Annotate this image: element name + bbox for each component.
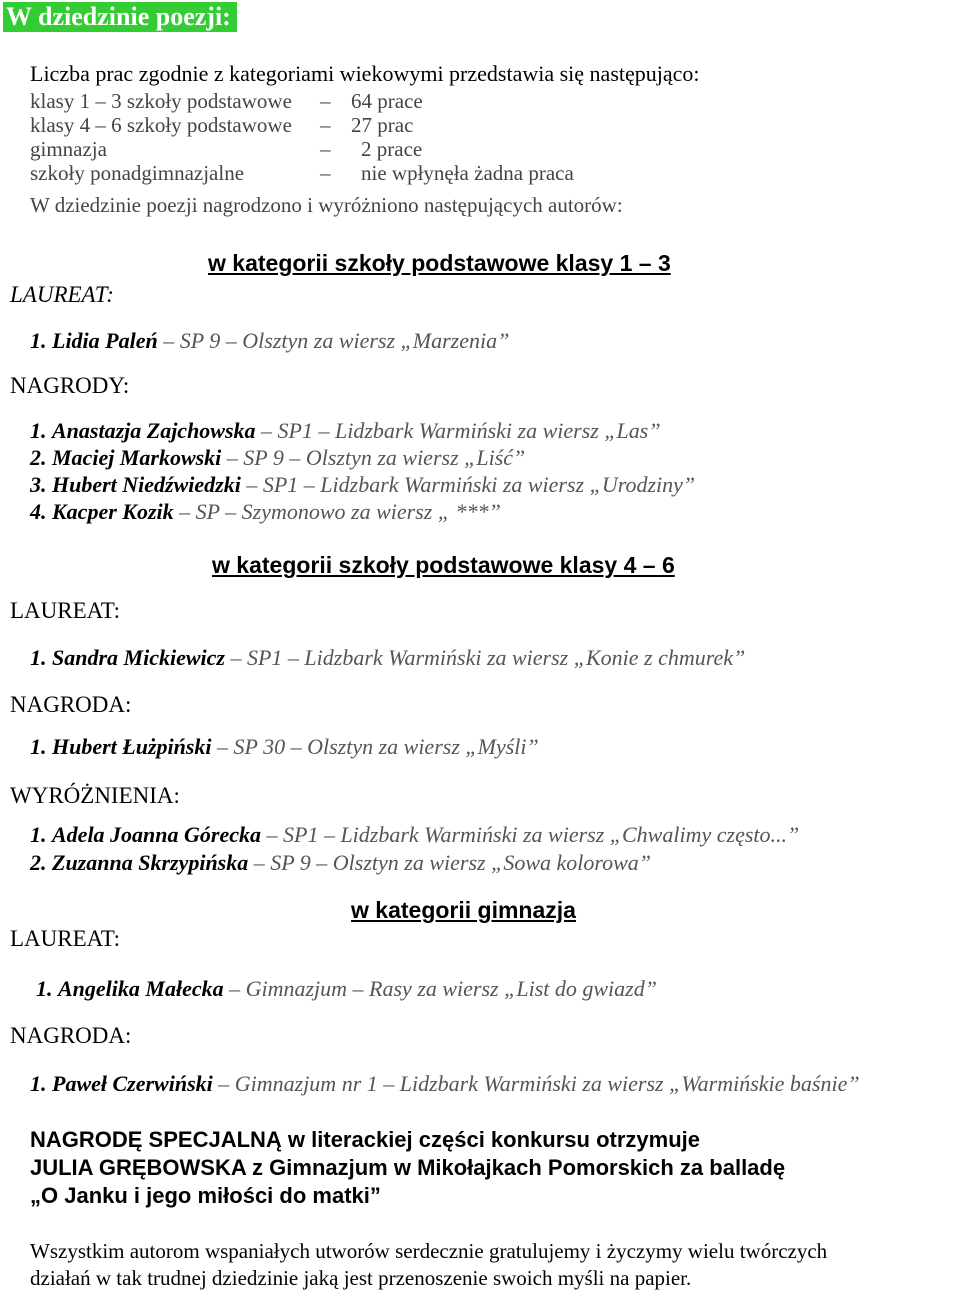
wyroznienie-entry: 2. Zuzanna Skrzypińska – SP 9 – Olsztyn za wiersz „Sowa kolorowa”	[30, 850, 652, 875]
count-row-dash: –	[320, 137, 331, 161]
count-row-label: klasy 4 – 6 szkoły podstawowe	[30, 113, 292, 137]
laureat-label: LAUREAT:	[10, 282, 114, 307]
wyroznienia-label: WYRÓŻNIENIA:	[10, 783, 180, 808]
nagroda-entry: 1. Paweł Czerwiński – Gimnazjum nr 1 – Lidzbark Warmiński za wiersz „Warmińskie baśnie”	[30, 1071, 860, 1096]
laureat-entry: 1. Sandra Mickiewicz – SP1 – Lidzbark Warmiński za wiersz „Konie z chmurek”	[30, 645, 746, 670]
nagrody-label: NAGRODY:	[10, 373, 130, 398]
nagroda-entry: 3. Hubert Niedźwiedzki – SP1 – Lidzbark Warmiński za wiersz „Urodziny”	[30, 472, 696, 497]
category-header-4-6: w kategorii szkoły podstawowe klasy 4 – 6	[212, 552, 675, 578]
category-header-gimnazja: w kategorii gimnazja	[351, 897, 576, 923]
special-award-line: JULIA GRĘBOWSKA z Gimnazjum w Mikołajkach Pomorskich za balladę	[30, 1155, 786, 1180]
count-row-value: nie wpłynęła żadna praca	[361, 161, 574, 185]
nagroda-entry: 2. Maciej Markowski – SP 9 – Olsztyn za wiersz „Liść”	[30, 445, 526, 470]
nagroda-entry: 1. Anastazja Zajchowska – SP1 – Lidzbark Warmiński za wiersz „Las”	[30, 418, 661, 443]
nagroda-label: NAGRODA:	[10, 1023, 132, 1048]
count-row-dash: –	[320, 113, 331, 137]
count-row-dash: –	[320, 89, 331, 113]
laureat-label: LAUREAT:	[10, 926, 121, 951]
count-row-value: 27 prac	[351, 113, 414, 137]
laureat-label: LAUREAT:	[10, 598, 121, 623]
nagroda-entry: 1. Hubert Łużpiński – SP 30 – Olsztyn za wiersz „Myśli”	[30, 734, 539, 759]
wyroznienie-entry: 1. Adela Joanna Górecka – SP1 – Lidzbark Warmiński za wiersz „Chwalimy często...”	[30, 822, 800, 847]
count-row-value: 64 prace	[351, 89, 423, 113]
awarded-intro: W dziedzinie poezji nagrodzono i wyróżniono następujących autorów:	[30, 193, 623, 217]
special-award-title: „O Janku i jego miłości do matki”	[30, 1183, 381, 1208]
special-award-line: NAGRODĘ SPECJALNĄ w literackiej części konkursu otrzymuje	[30, 1127, 700, 1152]
nagroda-label: NAGRODA:	[10, 692, 132, 717]
count-row-label: gimnazja	[30, 137, 107, 161]
closing-text: Wszystkim autorom wspaniałych utworów serdecznie gratulujemy i życzymy wielu twórczych	[30, 1239, 828, 1263]
count-row-dash: –	[320, 161, 331, 185]
closing-text: działań w tak trudnej dziedzinie jaką jest przenoszenie swoich myśli na papier.	[30, 1266, 692, 1290]
category-header-1-3: w kategorii szkoły podstawowe klasy 1 – 3	[208, 250, 671, 276]
intro-heading: Liczba prac zgodnie z kategoriami wiekowymi przedstawia się następująco:	[30, 61, 700, 86]
count-row-label: klasy 1 – 3 szkoły podstawowe	[30, 89, 292, 113]
count-row-value: 2 prace	[361, 137, 423, 161]
count-row-label: szkoły ponadgimnazjalne	[30, 161, 245, 185]
laureat-entry: 1. Angelika Małecka – Gimnazjum – Rasy za wiersz „List do gwiazd”	[36, 976, 657, 1001]
laureat-entry: 1. Lidia Paleń – SP 9 – Olsztyn za wiersz „Marzenia”	[30, 328, 510, 353]
page-title: W dziedzinie poezji:	[3, 2, 237, 32]
nagroda-entry: 4. Kacper Kozik – SP – Szymonowo za wiersz „ ***”	[30, 499, 501, 524]
